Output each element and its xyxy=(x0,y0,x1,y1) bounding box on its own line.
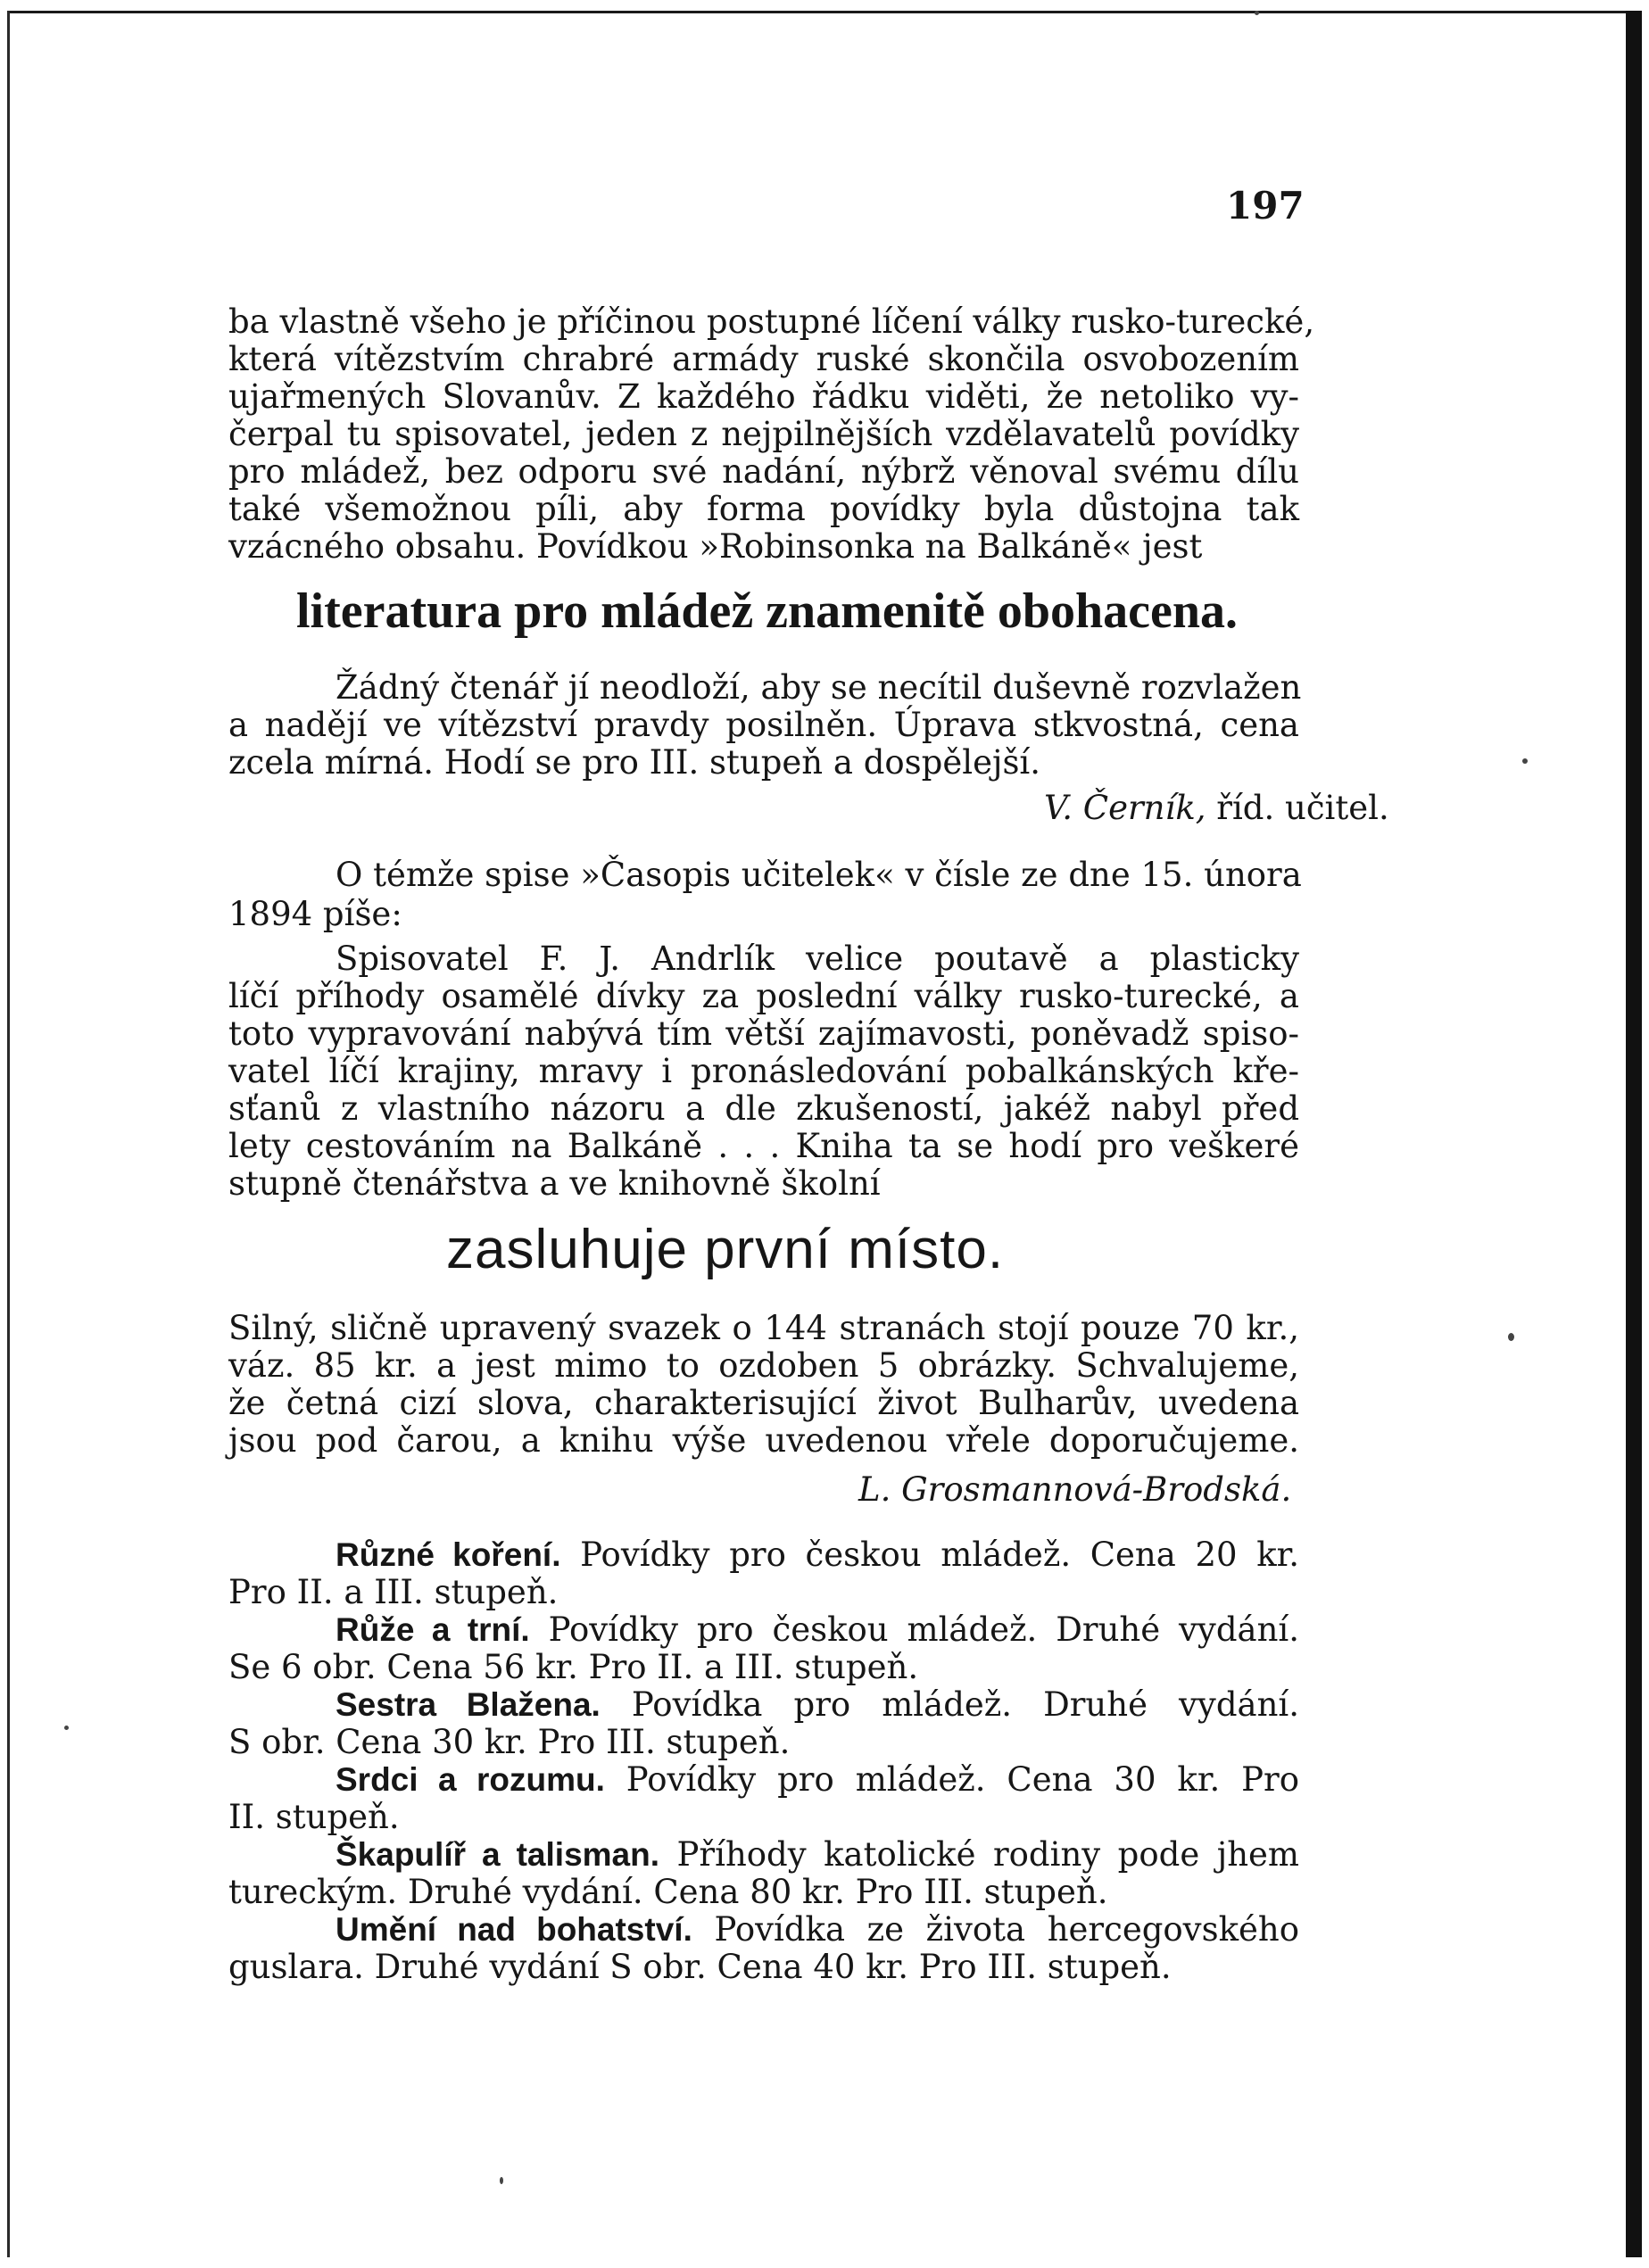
text-line: 1894 píše: xyxy=(228,895,402,933)
book-entry-line xyxy=(336,1686,1299,1724)
page-border-right xyxy=(1626,11,1642,2257)
text-line: lety cestováním na Balkáně . . . Kniha ta se hodí pro veškeré xyxy=(228,1127,1299,1165)
text-line: čerpal tu spisovatel, jeden z nejpilnějších vzdělavatelů povídky xyxy=(228,415,1299,453)
signature-name: V. Černík, xyxy=(1044,789,1206,827)
text-line: také všemožnou píli, aby forma povídky byla důstojna tak xyxy=(228,490,1299,528)
text-line: sťanů z vlastního názoru a dle zkušeností, jakéž nabyl před xyxy=(228,1089,1299,1128)
text-line: ujařmených Slovanův. Z každého řádku viděti, že netoliko vy- xyxy=(228,377,1299,416)
signature-1 xyxy=(1044,789,1389,827)
book-entry-line xyxy=(336,1836,1299,1874)
book-entry-line xyxy=(336,1911,1299,1949)
scan-speck xyxy=(1255,11,1259,15)
book-description: Povídka ze života hercegovského xyxy=(714,1910,1299,1949)
text-line: Silný, sličně upravený svazek o 144 stranách stojí pouze 70 kr., xyxy=(228,1309,1299,1347)
book-title: Umění nad bohatství. xyxy=(336,1911,692,1948)
book-title: Škapulíř a talisman. xyxy=(336,1836,660,1873)
page-border-top xyxy=(9,11,1638,13)
book-title: Srdci a rozumu. xyxy=(336,1761,605,1798)
text-line: vzácného obsahu. Povídkou »Robinsonka na Balkáně« jest xyxy=(228,527,1203,566)
scan-speck xyxy=(1508,1333,1514,1341)
book-description: Povídky pro mládež. Cena 30 kr. Pro xyxy=(626,1760,1299,1799)
text-line: Spisovatel F. J. Andrlík velice poutavě a plasticky xyxy=(336,939,1299,978)
scan-speck xyxy=(1522,758,1528,764)
book-title: Růže a trní. xyxy=(336,1611,530,1648)
text-line: zcela mírná. Hodí se pro III. stupeň a dospělejší. xyxy=(228,743,1041,782)
text-line: toto vypravování nabývá tím větší zajímavosti, poněvadž spiso- xyxy=(228,1014,1299,1053)
text-line: O témže spise »Časopis učitelek« v čísle ze dne 15. února xyxy=(336,856,1302,894)
text-line: že četná cizí slova, charakterisující život Bulharův, uvedena xyxy=(228,1384,1299,1422)
book-title: Sestra Blažena. xyxy=(336,1686,601,1723)
signature-2 xyxy=(858,1470,1291,1509)
text-line: pro mládež, bez odporu své nadání, nýbrž věnoval svému dílu xyxy=(228,452,1299,491)
book-description: Povídky pro českou mládež. Cena 20 kr. xyxy=(580,1535,1299,1574)
emphasis-heading-1: literatura pro mládež znamenitě obohacena. xyxy=(296,584,1239,639)
text-line: ba vlastně všeho je příčinou postupné líčení války rusko-turecké, xyxy=(228,302,1315,341)
text-line: Žádný čtenář jí neodloží, aby se necítil duševně rozvlažen xyxy=(336,668,1302,707)
book-entry-continuation: S obr. Cena 30 kr. Pro III. stupeň. xyxy=(228,1723,791,1761)
page-border-left xyxy=(7,11,10,2257)
page-number: 197 xyxy=(1226,184,1305,228)
text-line: jsou pod čarou, a knihu výše uvedenou vřele doporučujeme. xyxy=(228,1421,1299,1460)
book-description: Povídky pro českou mládež. Druhé vydání. xyxy=(548,1610,1300,1649)
book-title: Různé koření. xyxy=(336,1536,561,1573)
text-line: líčí příhody osamělé dívky za poslední války rusko-turecké, a xyxy=(228,977,1299,1015)
signature-name: L. Grosmannová-Brodská. xyxy=(858,1470,1292,1509)
text-line: váz. 85 kr. a jest mimo to ozdoben 5 obrázky. Schvalujeme, xyxy=(228,1346,1299,1385)
book-entry-continuation: II. stupeň. xyxy=(228,1798,400,1836)
book-entry-continuation: tureckým. Druhé vydání. Cena 80 kr. Pro III. stupeň. xyxy=(228,1873,1108,1911)
book-entry-continuation: Se 6 obr. Cena 56 kr. Pro II. a III. stupeň. xyxy=(228,1648,919,1686)
text-line: a nadějí ve vítězství pravdy posilněn. Úprava stkvostná, cena xyxy=(228,706,1299,744)
book-description: Příhody katolické rodiny pode jhem xyxy=(676,1835,1300,1874)
book-entry-line xyxy=(336,1611,1299,1649)
book-entry-continuation: Pro II. a III. stupeň. xyxy=(228,1573,559,1611)
scan-speck xyxy=(500,2177,503,2184)
text-line: která vítězstvím chrabré armády ruské skončila osvobozením xyxy=(228,340,1299,378)
text-line: vatel líčí krajiny, mravy i pronásledování pobalkánských kře- xyxy=(228,1052,1299,1090)
book-entry-line xyxy=(336,1536,1299,1574)
book-entry-line xyxy=(336,1761,1299,1799)
emphasis-heading-2: zasluhuje první místo. xyxy=(446,1219,1005,1280)
scan-speck xyxy=(64,1726,69,1730)
book-description: Povídka pro mládež. Druhé vydání. xyxy=(631,1685,1300,1724)
text-line: stupně čtenářstva a ve knihovně školní xyxy=(228,1164,881,1203)
signature-title: říd. učitel. xyxy=(1216,789,1389,827)
book-entry-continuation: guslara. Druhé vydání S obr. Cena 40 kr. Pro III. stupeň. xyxy=(228,1948,1172,1986)
